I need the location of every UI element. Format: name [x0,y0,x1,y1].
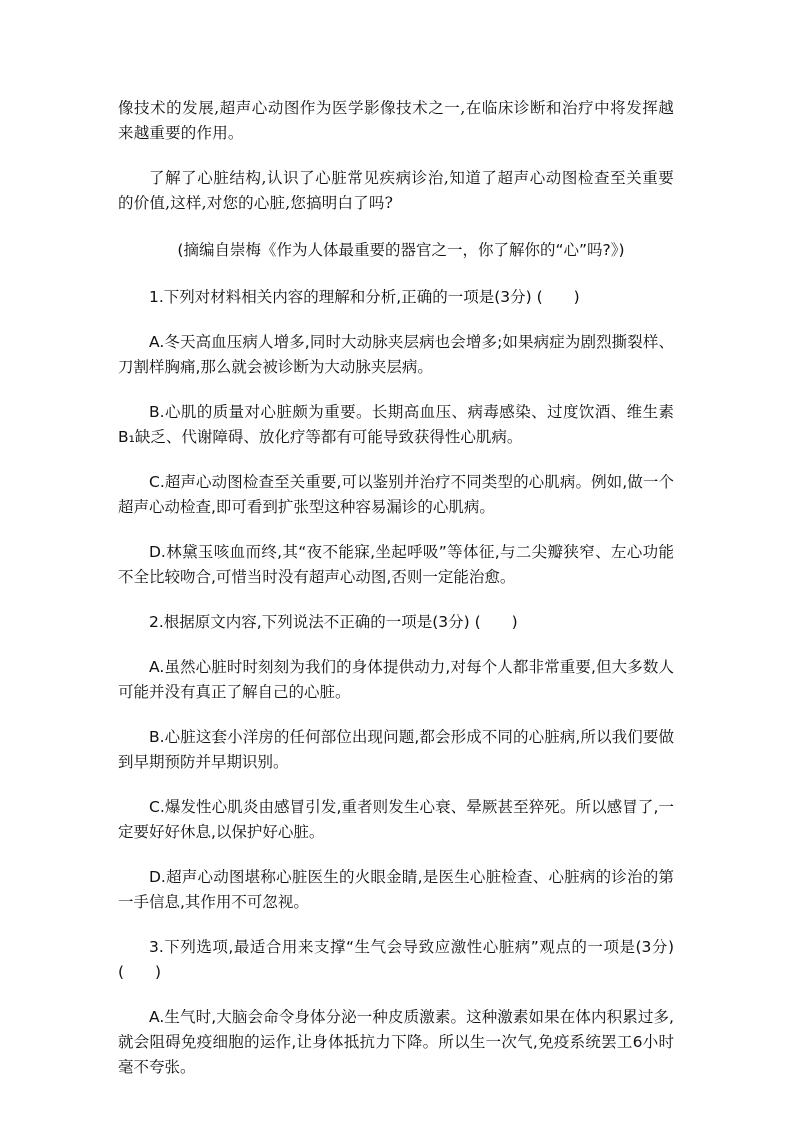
answer-option: C.超声心动图检查至关重要,可以鉴别并治疗不同类型的心肌病。例如,做一个超声心动检查,即可看到扩张型这种容易漏诊的心肌病。 [118,473,674,516]
answer-option: A.虽然心脏时时刻刻为我们的身体提供动力,对每个人都非常重要,但大多数人可能并没有真正了解自己的心脏。 [118,658,674,701]
answer-option: B.心脏这套小洋房的任何部位出现问题,都会形成不同的心脏病,所以我们要做到早期预防并早期识别。 [118,728,674,771]
answer-option: A.生气时,大脑会命令身体分泌一种皮质激素。这种激素如果在体内积累过多,就会阻碍免疫细胞的运作,让身体抵抗力下降。所以生一次气,免疫系统罢工6小时毫不夸张。 [118,1008,674,1076]
answer-option: C.爆发性心肌炎由感冒引发,重者则发生心衰、晕厥甚至猝死。所以感冒了,一定要好好休息,以保护好心脏。 [118,798,674,841]
answer-option: B.心肌的质量对心脏颇为重要。长期高血压、病毒感染、过度饮酒、维生素B₁缺乏、代谢障碍、放化疗等都有可能导致获得性心肌病。 [118,403,674,446]
passage-paragraph: 了解了心脏结构,认识了心脏常见疾病诊治,知道了超声心动图检查至关重要的价值,这样,对您的心脏,您搞明白了吗? [118,169,674,212]
question-stem: 2.根据原文内容,下列说法不正确的一项是(3分) ( ) [149,613,518,631]
source-citation: (摘编自崇梅《作为人体最重要的器官之一，你了解你的“心”吗?》) [177,241,625,259]
passage-paragraph: 像技术的发展,超声心动图作为医学影像技术之一,在临床诊断和治疗中将发挥越来越重要的作用。 [118,99,674,142]
answer-option: D.超声心动图堪称心脏医生的火眼金睛,是医生心脏检查、心脏病的诊治的第一手信息,其作用不可忽视。 [118,868,674,911]
answer-option: D.林黛玉咳血而终,其“夜不能寐,坐起呼吸”等体征,与二尖瓣狭窄、左心功能不全比较吻合,可惜当时没有超声心动图,否则一定能治愈。 [118,543,674,586]
question-stem: 1.下列对材料相关内容的理解和分析,正确的一项是(3分) ( ) [149,288,580,306]
question-stem: 3.下列选项,最适合用来支撑“生气会导致应激性心脏病”观点的一项是(3分) ( ) [118,938,674,981]
answer-option: A.冬天高血压病人增多,同时大动脉夹层病也会增多;如果病症为剧烈撕裂样、刀割样胸痛,那么就会被诊断为大动脉夹层病。 [118,333,674,376]
